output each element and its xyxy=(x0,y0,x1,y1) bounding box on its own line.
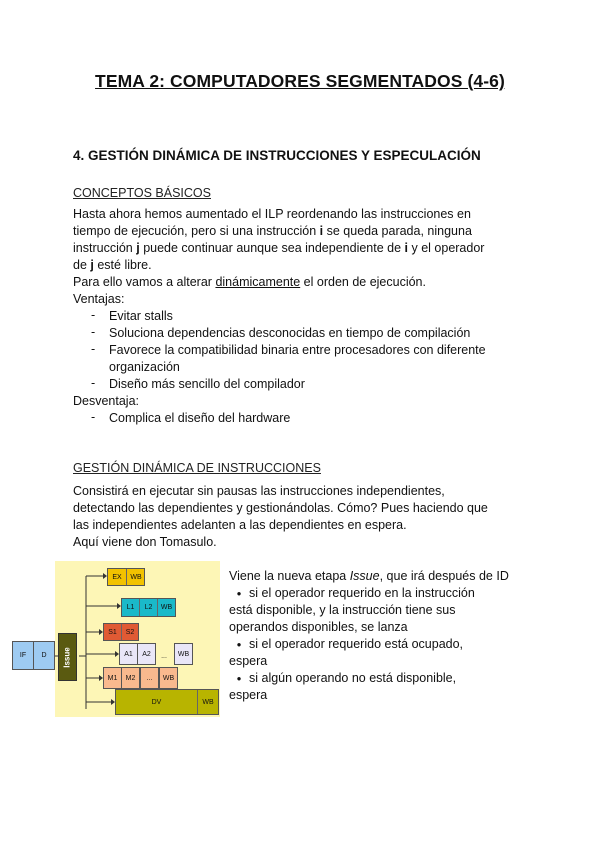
list-dash: - xyxy=(91,325,96,339)
dv-cell: DV xyxy=(116,690,198,714)
ex-wb-cell: WB xyxy=(130,573,142,581)
paragraph-line: Para ello vamos a alterar dinámicamente el orden de ejecución. xyxy=(73,275,426,289)
issue-intro: Viene la nueva etapa Issue, que irá después de ID xyxy=(229,569,509,583)
list-item: Soluciona dependencias desconocidas en tiempo de compilación xyxy=(109,326,471,340)
store-unit xyxy=(103,623,139,641)
l-wb-cell: WB xyxy=(160,604,173,611)
mul-unit xyxy=(103,667,178,689)
paragraph-line: Aquí viene don Tomasulo. xyxy=(73,535,217,549)
list-dash: - xyxy=(91,410,96,424)
bullet-line-cont: espera xyxy=(229,654,268,668)
issue-label: Issue xyxy=(63,646,72,668)
bullet-icon: ● xyxy=(236,640,242,650)
bullet-line-cont: está disponible, y la instrucción tiene sus xyxy=(229,603,456,617)
ex-cell: EX xyxy=(108,569,127,585)
list-item: Evitar stalls xyxy=(109,309,173,323)
desventajas-list xyxy=(0,410,600,428)
bullet-line: ● si algún operando no está disponible, xyxy=(229,670,456,687)
paragraph-line: Hasta ahora hemos aumentado el ILP reordenando las instrucciones en xyxy=(73,207,471,221)
paragraph-line: Consistirá en ejecutar sin pausas las instrucciones independientes, xyxy=(73,484,445,498)
s2-cell: S2 xyxy=(125,628,135,636)
list-item: Favorece la compatibilidad binaria entre procesadores con diferente xyxy=(109,343,486,357)
bullet-line-cont: operandos disponibles, se lanza xyxy=(229,620,408,634)
a2-cell: A2 xyxy=(137,643,156,665)
list-dash: - xyxy=(91,308,96,322)
list-item: Complica el diseño del hardware xyxy=(109,411,291,425)
m1-cell: M1 xyxy=(103,667,122,689)
subtitle-gestion: GESTIÓN DINÁMICA DE INSTRUCCIONES xyxy=(73,461,321,475)
load-unit xyxy=(121,598,176,617)
issue-box xyxy=(58,633,77,681)
s1-cell: S1 xyxy=(104,624,122,640)
subtitle-conceptos: CONCEPTOS BÁSICOS xyxy=(73,186,211,200)
paragraph-line: tiempo de ejecución, pero si una instrucción i se queda parada, ninguna xyxy=(73,224,472,238)
m2-cell: M2 xyxy=(121,667,140,689)
bullet-icon: ● xyxy=(236,674,242,684)
ventajas-label: Ventajas: xyxy=(73,292,125,306)
l1-cell: L1 xyxy=(122,599,140,616)
bullet-line-cont: espera xyxy=(229,688,268,702)
list-dash: - xyxy=(91,342,96,356)
paragraph-line: instrucción j puede continuar aunque sea independiente de i y el operador xyxy=(73,241,485,255)
ventajas-list xyxy=(0,308,600,398)
if-id-stage xyxy=(12,641,55,670)
bullet-line: ● si el operador requerido en la instrucción xyxy=(229,585,475,602)
id-box: D xyxy=(33,641,55,670)
page-title: TEMA 2: COMPUTADORES SEGMENTADOS (4-6) xyxy=(95,71,505,91)
add-unit xyxy=(119,643,194,665)
l2-cell: L2 xyxy=(140,599,158,616)
tomasulo-diagram xyxy=(55,561,220,717)
if-box: IF xyxy=(12,641,34,670)
list-item-continued: organización xyxy=(109,360,180,374)
paragraph-line: de j esté libre. xyxy=(73,258,152,272)
bullet-icon: ● xyxy=(236,589,242,599)
ex-unit xyxy=(107,568,145,586)
dv-wb-cell: WB xyxy=(202,698,214,706)
desventaja-label: Desventaja: xyxy=(73,394,140,408)
list-item: Diseño más sencillo del compilador xyxy=(109,377,305,391)
list-dash: - xyxy=(91,376,96,390)
bullet-line: ● si el operador requerido está ocupado, xyxy=(229,636,463,653)
section-heading: 4. GESTIÓN DINÁMICA DE INSTRUCCIONES Y ESPECULACIÓN xyxy=(73,148,481,163)
paragraph-line: detectando las dependientes y gestionándolas. Cómo? Pues haciendo que xyxy=(73,501,488,515)
a-dots: ... xyxy=(161,652,167,660)
paragraph-line: las independientes adelanten a las dependientes en espera. xyxy=(73,518,407,532)
a-wb-cell: WB xyxy=(174,643,193,665)
div-unit xyxy=(115,689,219,715)
a1-cell: A1 xyxy=(119,643,138,665)
m-dots: ... xyxy=(140,667,159,689)
m-wb-cell: WB xyxy=(159,667,178,689)
